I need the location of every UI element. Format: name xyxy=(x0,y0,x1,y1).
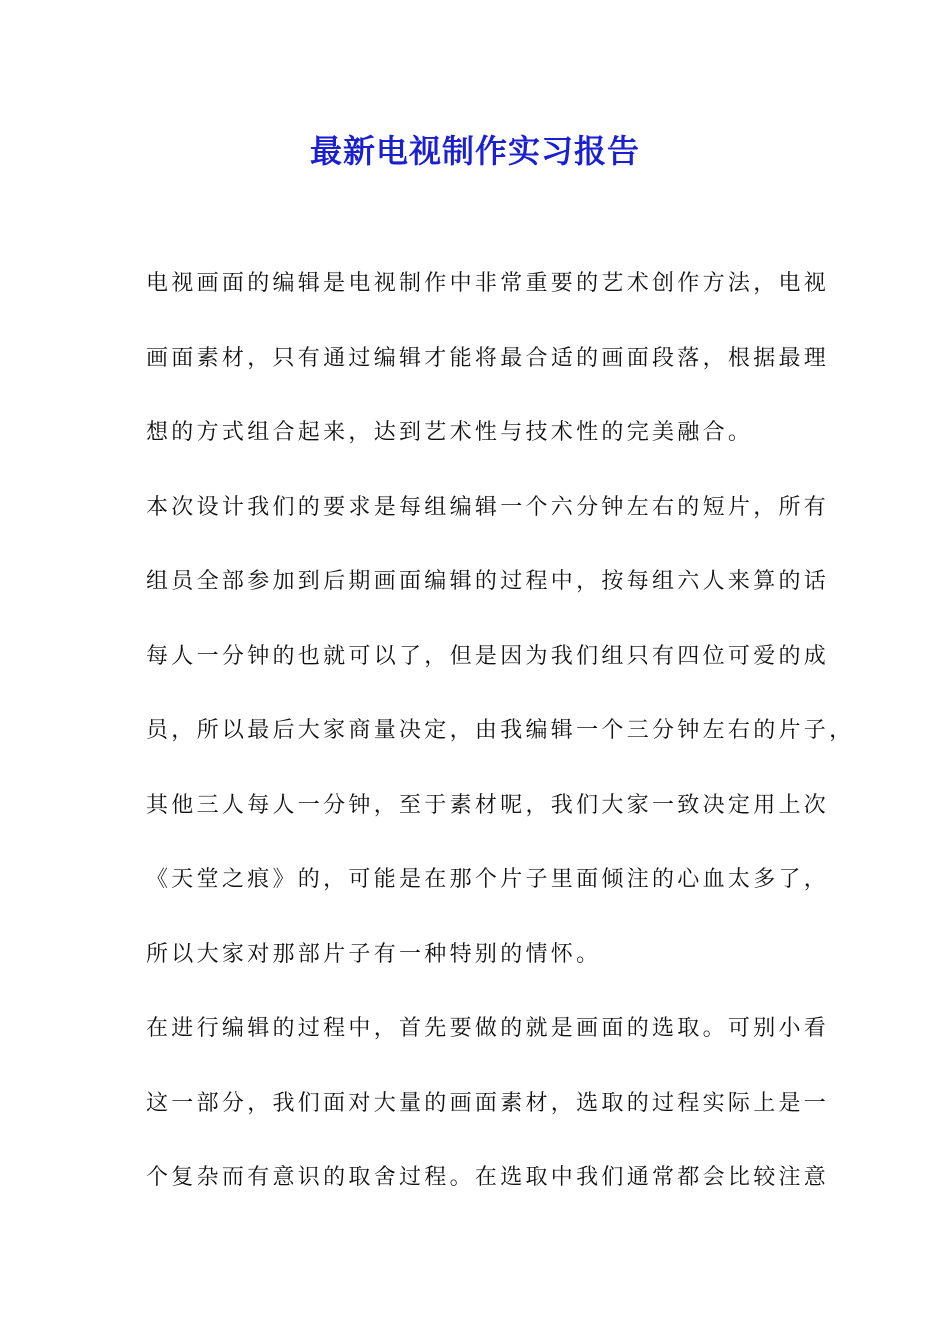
page-title: 最新电视制作实习报告 xyxy=(309,132,640,170)
text-line: 个复杂而有意识的取舍过程。在选取中我们通常都会比较注意 xyxy=(146,1165,830,1190)
text-line: 其他三人每人一分钟，至于素材呢，我们大家一致决定用上次 xyxy=(146,792,830,818)
text-line: 本次设计我们的要求是每组编辑一个六分钟左右的短片，所有 xyxy=(146,494,830,520)
text-line: 组员全部参加到后期画面编辑的过程中，按每组六人来算的话 xyxy=(146,569,830,594)
text-line: 每人一分钟的也就可以了，但是因为我们组只有四位可爱的成 xyxy=(146,643,830,669)
text-line: 在进行编辑的过程中，首先要做的就是画面的选取。可别小看 xyxy=(146,1016,830,1041)
text-line: 电视画面的编辑是电视制作中非常重要的艺术创作方法，电视 xyxy=(146,271,830,296)
text-line: 画面素材，只有通过编辑才能将最合适的画面段落，根据最理 xyxy=(146,345,830,371)
text-line: 想的方式组合起来，达到艺术性与技术性的完美融合。 xyxy=(146,420,754,445)
text-line: 《天堂之痕》的，可能是在那个片子里面倾注的心血太多了， xyxy=(146,867,830,892)
text-line: 这一部分，我们面对大量的画面素材，选取的过程实际上是一 xyxy=(146,1090,830,1116)
text-line: 员，所以最后大家商量决定，由我编辑一个三分钟左右的片子， xyxy=(146,718,855,743)
body-text xyxy=(146,262,855,1231)
text-line: 所以大家对那部片子有一种特别的情怀。 xyxy=(146,941,602,967)
